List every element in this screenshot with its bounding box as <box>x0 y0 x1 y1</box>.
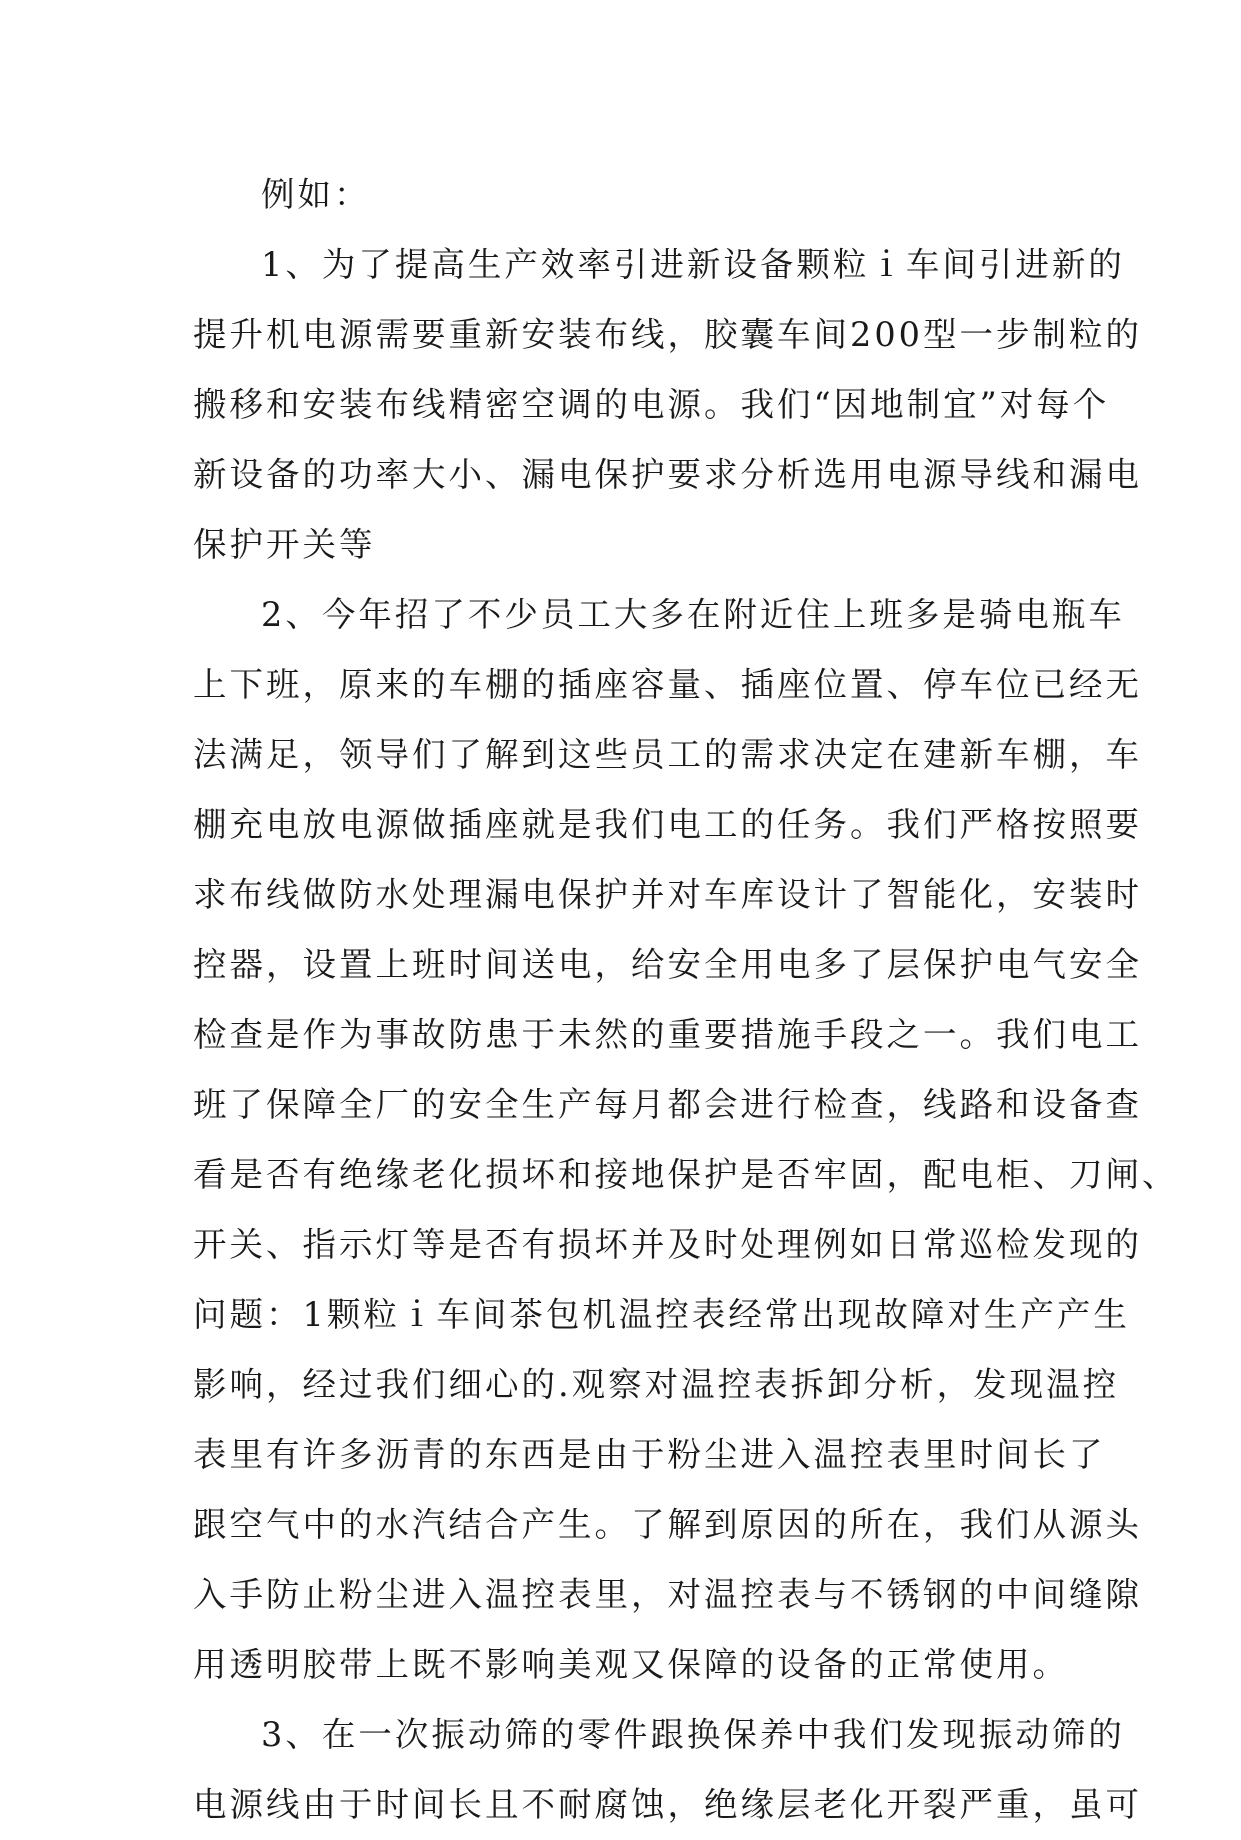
paragraph-item-1 <box>193 230 1142 580</box>
paragraph-line: 1、为了提高生产效率引进新设备颗粒ｉ车间引进新的 <box>261 245 1125 284</box>
paragraph-intro <box>193 160 1061 230</box>
paragraph-line: 开关、指示灯等是否有损坏并及时处理例如日常巡检发现的 <box>193 1225 1142 1264</box>
paragraph-line: 提升机电源需要重新安装布线，胶囊车间200型一步制粒的 <box>193 315 1142 354</box>
paragraph-line: 例如： <box>261 175 371 214</box>
paragraph-line: 影响，经过我们细心的.观察对温控表拆卸分析，发现温控 <box>193 1365 1120 1404</box>
document-body <box>193 160 1179 1840</box>
paragraph-item-3 <box>193 1700 1142 1840</box>
paragraph-line: 用透明胶带上既不影响美观又保障的设备的正常使用。 <box>193 1645 1069 1684</box>
paragraph-line: 求布线做防水处理漏电保护并对车库设计了智能化，安装时 <box>193 875 1142 914</box>
paragraph-line: 看是否有绝缘老化损坏和接地保护是否牢固，配电柜、刀闸、 <box>193 1155 1179 1194</box>
paragraph-line: 棚充电放电源做插座就是我们电工的任务。我们严格按照要 <box>193 805 1142 844</box>
paragraph-line: 控器，设置上班时间送电，给安全用电多了层保护电气安全 <box>193 945 1142 984</box>
paragraph-line: 上下班，原来的车棚的插座容量、插座位置、停车位已经无 <box>193 665 1142 704</box>
paragraph-line: 新设备的功率大小、漏电保护要求分析选用电源导线和漏电 <box>193 455 1142 494</box>
paragraph-line: 入手防止粉尘进入温控表里，对温控表与不锈钢的中间缝隙 <box>193 1575 1142 1614</box>
paragraph-line: 保护开关等 <box>193 525 376 564</box>
paragraph-line: 3、在一次振动筛的零件跟换保养中我们发现振动筛的 <box>261 1715 1125 1754</box>
paragraph-item-2 <box>193 580 1179 1700</box>
paragraph-line: 电源线由于时间长且不耐腐蚀，绝缘层老化开裂严重，虽可 <box>193 1785 1142 1824</box>
paragraph-line: 表里有许多沥青的东西是由于粉尘进入温控表里时间长了 <box>193 1435 1106 1474</box>
paragraph-line: 班了保障全厂的安全生产每月都会进行检查，线路和设备查 <box>193 1085 1142 1124</box>
paragraph-line: 搬移和安装布线精密空调的电源。我们“因地制宜”对每个 <box>193 385 1110 424</box>
paragraph-line: 2、今年招了不少员工大多在附近住上班多是骑电瓶车 <box>261 595 1125 634</box>
paragraph-line: 检查是作为事故防患于未然的重要措施手段之一。我们电工 <box>193 1015 1142 1054</box>
paragraph-line: 法满足，领导们了解到这些员工的需求决定在建新车棚，车 <box>193 735 1142 774</box>
paragraph-line: 跟空气中的水汽结合产生。了解到原因的所在，我们从源头 <box>193 1505 1142 1544</box>
paragraph-line: 问题：1颗粒ｉ车间茶包机温控表经常出现故障对生产产生 <box>193 1295 1130 1334</box>
